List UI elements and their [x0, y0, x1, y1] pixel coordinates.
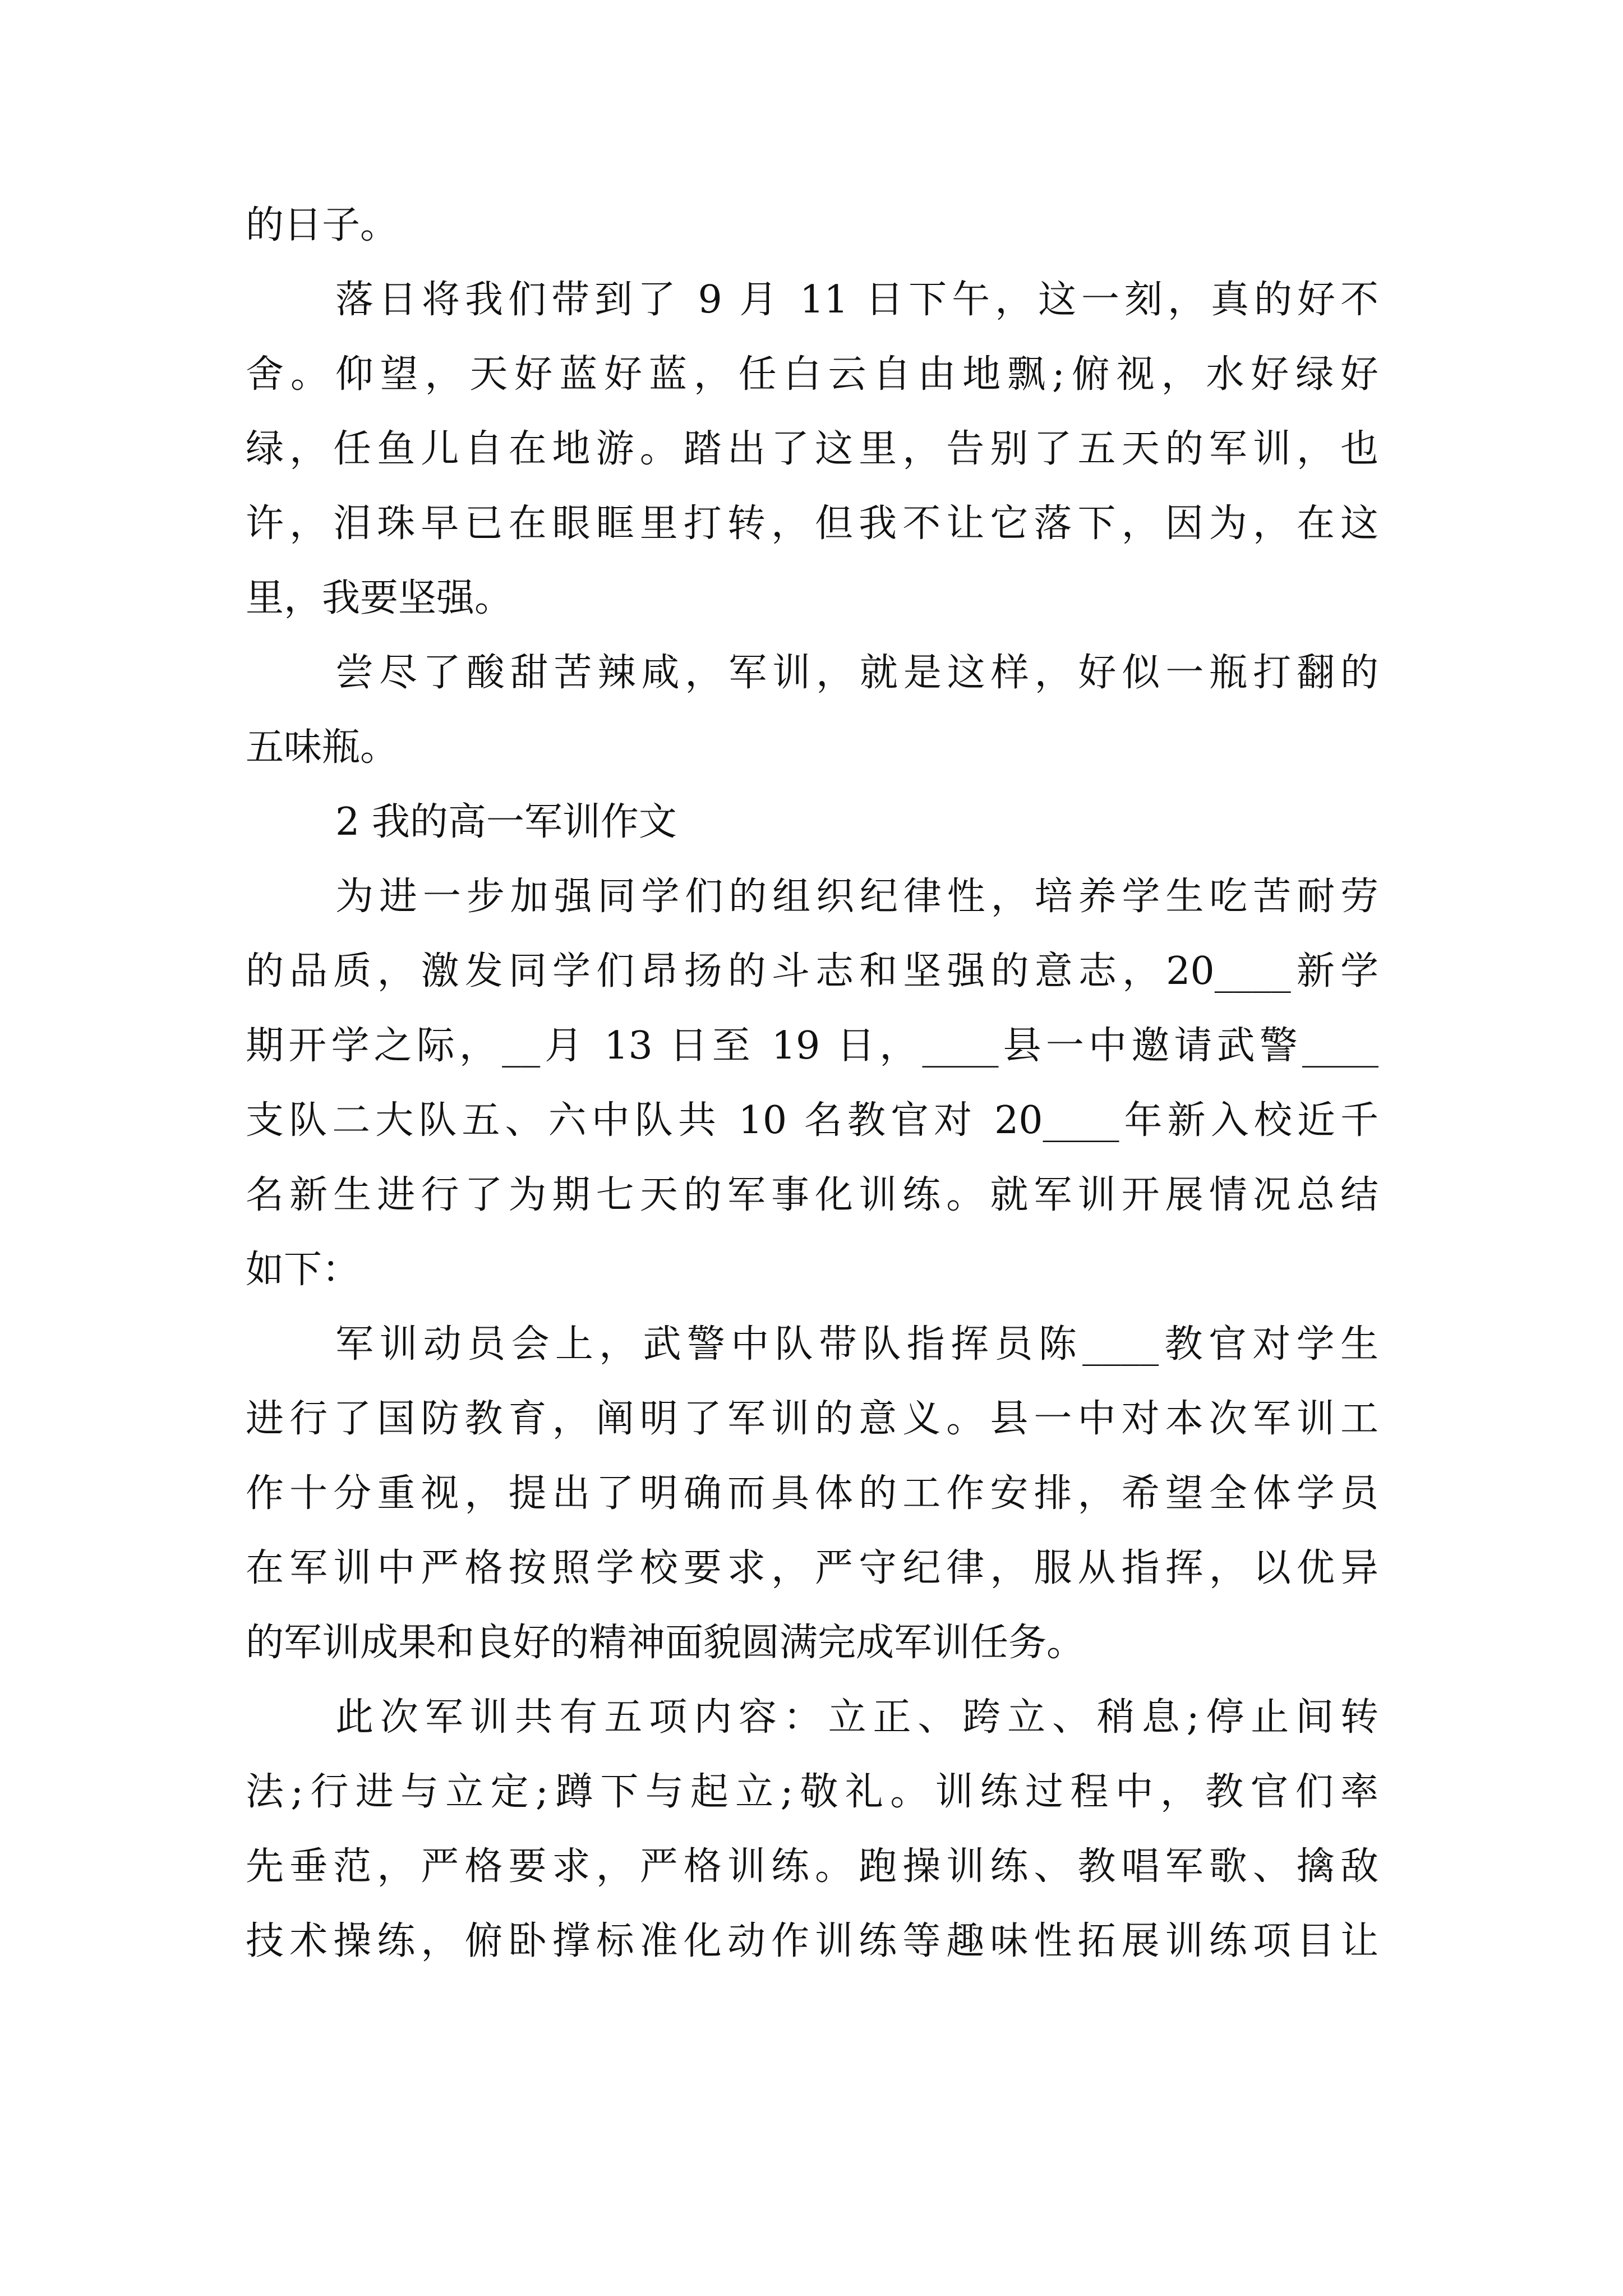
text-line: 的品质，激发同学们昂扬的斗志和坚强的意志，20____新学 [246, 949, 1378, 993]
text-line: 五味瓶。 [246, 725, 399, 770]
text-line: 绿，任鱼儿自在地游。踏出了这里，告别了五天的军训，也 [246, 427, 1378, 471]
text-line: 法;行进与立定;蹲下与起立;敬礼。训练过程中，教官们率 [246, 1770, 1378, 1814]
text-line: 许，泪珠早已在眼眶里打转，但我不让它落下，因为，在这 [246, 501, 1378, 546]
text-line: 的日子。 [246, 203, 399, 247]
text-line: 的军训成果和良好的精神面貌圆满完成军训任务。 [246, 1621, 1085, 1665]
section-heading: 2 我的高一军训作文 [335, 800, 677, 844]
paragraph-first-line: 尝尽了酸甜苦辣咸，军训，就是这样，好似一瓶打翻的 [335, 651, 1378, 695]
paragraph-first-line: 为进一步加强同学们的组织纪律性，培养学生吃苦耐劳 [335, 875, 1378, 919]
text-line: 期开学之际，__月 13 日至 19 日，____县一中邀请武警____ [246, 1024, 1378, 1068]
text-line: 技术操练，俯卧撑标准化动作训练等趣味性拓展训练项目让 [246, 1919, 1378, 1963]
text-line: 里，我要坚强。 [246, 576, 513, 620]
text-line: 进行了国防教育，阐明了军训的意义。县一中对本次军训工 [246, 1397, 1378, 1441]
text-line: 在军训中严格按照学校要求，严守纪律，服从指挥，以优异 [246, 1546, 1378, 1590]
paragraph-first-line: 落日将我们带到了 9 月 11 日下午，这一刻，真的好不 [335, 278, 1378, 322]
paragraph-first-line: 军训动员会上，武警中队带队指挥员陈____教官对学生 [335, 1322, 1378, 1366]
text-line: 舍。仰望，天好蓝好蓝，任白云自由地飘;俯视，水好绿好 [246, 352, 1378, 397]
paragraph-first-line: 此次军训共有五项内容：立正、跨立、稍息;停止间转 [335, 1695, 1378, 1740]
text-line: 支队二大队五、六中队共 10 名教官对 20____年新入校近千 [246, 1098, 1378, 1143]
text-line: 如下： [246, 1248, 361, 1292]
text-line: 先垂范，严格要求，严格训练。跑操训练、教唱军歌、擒敌 [246, 1844, 1378, 1889]
text-line: 作十分重视，提出了明确而具体的工作安排，希望全体学员 [246, 1471, 1378, 1516]
document-body [246, 201, 1378, 1991]
text-line: 名新生进行了为期七天的军事化训练。就军训开展情况总结 [246, 1173, 1378, 1217]
